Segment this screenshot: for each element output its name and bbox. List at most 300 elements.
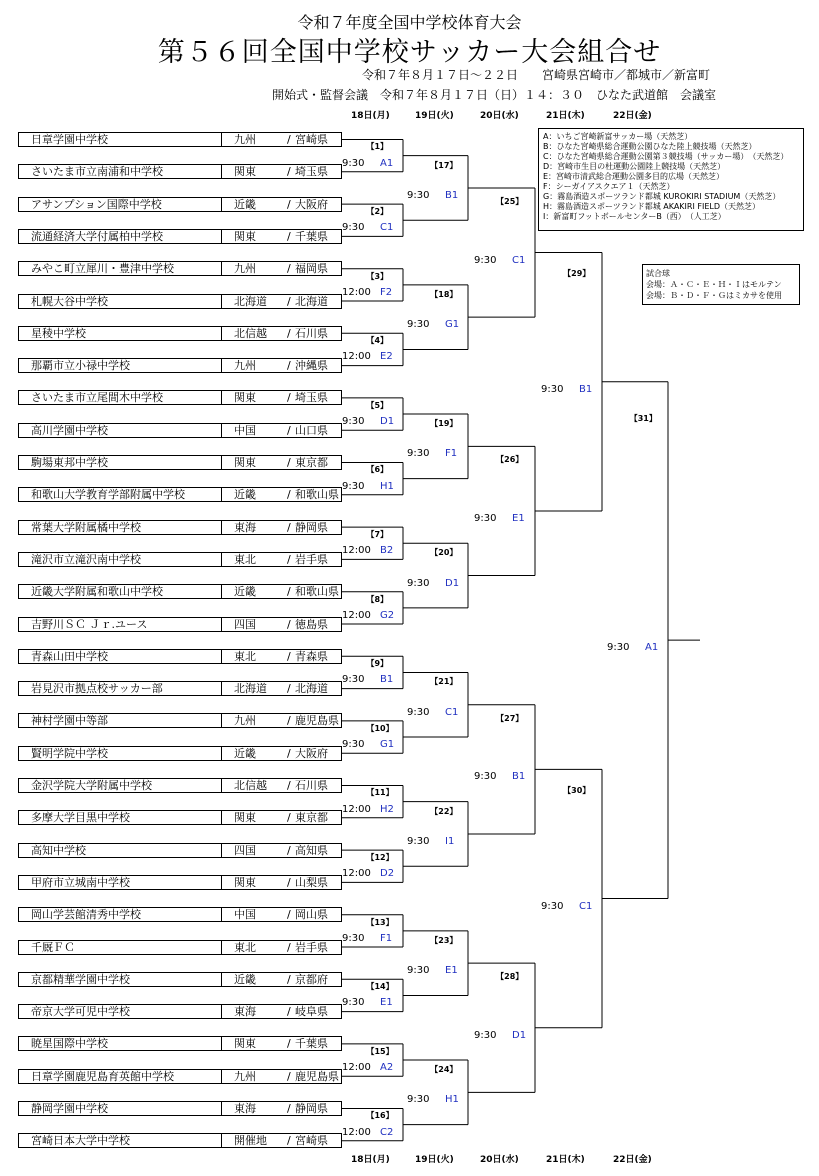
match-time: 12:00 — [342, 1062, 371, 1074]
team-region-cell — [221, 359, 284, 372]
match-number: 【27】 — [496, 713, 524, 723]
separator: / — [287, 1037, 291, 1051]
team-prefecture: 岡山県 — [295, 908, 328, 922]
match-venue: A2 — [380, 1062, 394, 1074]
venue-item: D：宮崎市生目の杜運動公園陸上競技場（天然芝） — [543, 162, 726, 171]
team-row — [18, 552, 342, 567]
venue-item: F：シーガイアスクエア１（天然芝） — [543, 182, 675, 191]
team-row — [18, 423, 342, 438]
venue-item: B：ひなた宮崎県総合運動公園ひなた陸上競技場（天然芝） — [543, 142, 757, 151]
team-region: 中国 — [234, 908, 256, 922]
separator: / — [287, 1134, 291, 1148]
match-number: 【7】 — [366, 530, 389, 540]
ball-note-line: 会場：Ｂ・Ｄ・Ｆ・Ｇはミカサを使用 — [646, 291, 782, 300]
match-number: 【30】 — [563, 785, 591, 795]
team-row — [18, 229, 342, 244]
separator: / — [287, 165, 291, 179]
day-label: 21日(木) — [546, 111, 585, 121]
team-prefecture: 鹿児島県 — [295, 1069, 339, 1083]
match-number: 【12】 — [366, 853, 394, 863]
team-region-cell — [221, 844, 284, 857]
team-prefecture: 高知県 — [295, 843, 328, 857]
event-subtitle: 令和７年度全国中学校体育大会 — [297, 13, 522, 32]
match-number: 【19】 — [430, 418, 458, 428]
match-time: 9:30 — [407, 706, 430, 718]
team-name: 静岡学園中学校 — [31, 1102, 108, 1115]
team-prefecture: 鹿児島県 — [295, 714, 339, 728]
separator: / — [287, 359, 291, 373]
team-row — [18, 132, 342, 147]
team-row — [18, 713, 342, 728]
team-name: 青森山田中学校 — [31, 649, 108, 663]
dates-location: 令和７年８月１７日～２２日 宮崎県宮崎市／都城市／新富町 — [362, 68, 711, 82]
separator: / — [287, 1102, 291, 1115]
match-venue: C1 — [512, 254, 526, 266]
team-name: さいたま市立南浦和中学校 — [31, 165, 163, 179]
venue-item: H：霧島酒造スポーツランド都城 AKAKIRI FIELD（天然芝） — [543, 202, 760, 211]
team-row — [18, 487, 342, 502]
match-venue: B2 — [380, 545, 394, 557]
match-number: 【21】 — [430, 677, 458, 687]
team-row — [18, 1069, 342, 1084]
team-name: 高川学園中学校 — [31, 423, 108, 437]
team-name: 賢明学院中学校 — [31, 746, 108, 760]
team-name: 神村学園中等部 — [31, 714, 108, 728]
match-number: 【16】 — [366, 1111, 394, 1121]
match-number: 【9】 — [366, 659, 389, 669]
separator: / — [287, 1005, 291, 1019]
team-row — [18, 326, 342, 341]
match-time: 9:30 — [342, 674, 365, 686]
separator: / — [287, 682, 291, 696]
match-number: 【4】 — [366, 336, 389, 346]
page-title: 第５６回全国中学校サッカー大会組合せ — [157, 37, 662, 68]
team-name: 金沢学院大学附属中学校 — [31, 779, 152, 792]
match-time: 9:30 — [474, 771, 497, 783]
team-row — [18, 617, 342, 632]
venue-item: G：霧島酒造スポーツランド都城 KUROKIRI STADIUM（天然芝） — [543, 192, 781, 201]
team-name: 流通経済大学付属柏中学校 — [31, 229, 163, 243]
match-number: 【24】 — [430, 1064, 458, 1074]
team-region: 関東 — [234, 1037, 256, 1051]
team-name: 札幌大谷中学校 — [31, 294, 108, 308]
match-time: 9:30 — [474, 1029, 497, 1041]
team-region: 九州 — [234, 1069, 256, 1083]
match-number: 【22】 — [430, 806, 458, 816]
day-label: 19日(火) — [415, 111, 454, 121]
team-prefecture: 静岡県 — [295, 1102, 328, 1115]
team-region: 関東 — [234, 456, 256, 469]
team-region: 中国 — [234, 423, 256, 437]
match-time: 12:00 — [342, 1126, 371, 1138]
separator: / — [287, 456, 291, 469]
team-prefecture: 埼玉県 — [295, 165, 328, 179]
match-venue: H2 — [380, 803, 394, 815]
team-row — [18, 875, 342, 890]
team-region-cell — [221, 391, 284, 404]
team-row — [18, 746, 342, 761]
venue-item: A：いちご宮崎新富サッカー場（天然芝） — [543, 132, 693, 141]
match-time: 9:30 — [342, 416, 365, 428]
team-region-cell — [221, 973, 284, 986]
match-venue: D1 — [512, 1029, 527, 1041]
team-region-cell — [221, 327, 284, 340]
team-region: 北海道 — [234, 682, 267, 696]
team-region: 関東 — [234, 875, 256, 889]
match-time: 9:30 — [474, 512, 497, 524]
match-time: 9:30 — [407, 448, 430, 460]
match-time: 9:30 — [474, 254, 497, 266]
team-region: 北信越 — [234, 779, 267, 792]
match-venue: H1 — [445, 1094, 459, 1106]
team-row — [18, 907, 342, 922]
match-venue: I1 — [445, 835, 455, 847]
match-time: 9:30 — [407, 189, 430, 201]
team-row — [18, 390, 342, 405]
team-name: 千厩ＦＣ — [31, 940, 75, 954]
team-region: 近畿 — [234, 972, 256, 986]
team-row — [18, 843, 342, 858]
team-name: アサンプション国際中学校 — [31, 197, 162, 211]
team-region-cell — [221, 714, 284, 727]
team-region: 九州 — [234, 262, 256, 276]
match-number: 【2】 — [366, 207, 389, 217]
match-time: 12:00 — [342, 803, 371, 815]
team-region-cell — [221, 230, 284, 243]
match-venue: B1 — [579, 383, 593, 395]
team-name: 駒場東邦中学校 — [31, 456, 108, 469]
separator: / — [287, 617, 291, 631]
separator: / — [287, 294, 291, 308]
match-venue: E1 — [512, 512, 525, 524]
match-time: 9:30 — [342, 480, 365, 492]
team-region: 近畿 — [234, 197, 256, 211]
team-region-cell — [221, 908, 284, 921]
team-region-cell — [221, 811, 284, 824]
team-row — [18, 261, 342, 276]
team-row — [18, 681, 342, 696]
team-prefecture: 京都府 — [295, 972, 328, 986]
team-region-cell — [221, 1070, 284, 1083]
team-prefecture: 東京都 — [295, 811, 328, 825]
team-region-cell — [221, 779, 284, 792]
match-number: 【15】 — [366, 1046, 394, 1056]
team-region-cell — [221, 747, 284, 760]
separator: / — [287, 843, 291, 857]
team-region-cell — [221, 618, 284, 631]
team-prefecture: 福岡県 — [295, 262, 328, 276]
ball-note-line: 試合球 — [646, 269, 670, 278]
match-venue: E1 — [445, 965, 458, 977]
team-name: 岡山学芸館清秀中学校 — [31, 908, 141, 922]
team-row — [18, 294, 342, 309]
match-venue: F2 — [380, 286, 393, 298]
team-row — [18, 197, 342, 212]
match-number: 【26】 — [496, 455, 524, 465]
opening-info: 開始式・監督会議 令和７年８月１７日（日）１４：３０ ひなた武道館 会議室 — [272, 88, 717, 102]
team-region-cell — [221, 262, 284, 275]
team-region: 東北 — [234, 940, 256, 954]
match-venue: D1 — [445, 577, 460, 589]
match-number: 【18】 — [430, 289, 458, 299]
separator: / — [287, 552, 291, 566]
day-label: 19日(火) — [415, 1155, 454, 1165]
team-prefecture: 大阪府 — [295, 197, 328, 211]
match-time: 12:00 — [342, 351, 371, 363]
match-venue: C2 — [380, 1126, 394, 1138]
day-label: 18日(月) — [351, 111, 390, 121]
team-row — [18, 940, 342, 955]
team-name: 吉野川ＳＣ Ｊｒ.ユース — [31, 617, 148, 631]
match-number: 【14】 — [366, 982, 394, 992]
team-name: 岩見沢市拠点校サッカー部 — [31, 682, 163, 696]
team-name: 日章学園鹿児島育英館中学校 — [31, 1069, 174, 1083]
team-prefecture: 岐阜県 — [295, 1005, 328, 1019]
team-name: みやこ町立犀川・豊津中学校 — [31, 262, 174, 276]
team-region-cell — [221, 650, 284, 663]
match-time: 9:30 — [541, 383, 564, 395]
team-region: 九州 — [234, 133, 256, 146]
team-region: 近畿 — [234, 746, 256, 760]
team-region-cell — [221, 553, 284, 566]
day-label: 20日(水) — [480, 1155, 519, 1165]
team-prefecture: 宮崎県 — [295, 1134, 328, 1148]
team-region: 東海 — [234, 1102, 256, 1115]
team-name: 和歌山大学教育学部附属中学校 — [31, 488, 185, 502]
match-venue: E1 — [380, 997, 393, 1009]
team-row — [18, 358, 342, 373]
match-number: 【17】 — [430, 160, 458, 170]
separator: / — [287, 1069, 291, 1083]
team-name: 日章学園中学校 — [31, 133, 108, 146]
match-number: 【20】 — [430, 548, 458, 558]
team-region-cell — [221, 585, 284, 598]
match-number: 【6】 — [366, 465, 389, 475]
team-name: 星稜中学校 — [31, 326, 86, 340]
match-number: 【23】 — [430, 935, 458, 945]
team-prefecture: 沖縄県 — [295, 359, 328, 373]
match-venue: C1 — [445, 706, 459, 718]
separator: / — [287, 133, 291, 146]
team-name: 暁星国際中学校 — [31, 1037, 108, 1051]
match-venue: G2 — [380, 609, 395, 621]
separator: / — [287, 326, 291, 340]
match-venue: F1 — [445, 448, 458, 460]
team-region-cell — [221, 488, 284, 501]
match-time: 12:00 — [342, 609, 371, 621]
team-prefecture: 大阪府 — [295, 746, 328, 760]
team-name: 宮崎日本大学中学校 — [31, 1134, 130, 1148]
team-row — [18, 810, 342, 825]
match-venue: E2 — [380, 351, 393, 363]
separator: / — [287, 940, 291, 954]
team-row — [18, 1133, 342, 1148]
match-venue: G1 — [445, 319, 460, 331]
separator: / — [287, 423, 291, 437]
team-region-cell — [221, 876, 284, 889]
team-prefecture: 徳島県 — [295, 617, 328, 631]
team-region: 四国 — [234, 843, 256, 857]
team-row — [18, 584, 342, 599]
team-prefecture: 岩手県 — [295, 552, 328, 566]
team-prefecture: 青森県 — [295, 649, 328, 663]
match-number: 【13】 — [366, 917, 394, 927]
team-region: 九州 — [234, 359, 256, 373]
match-venue: F1 — [380, 932, 393, 944]
match-venue: D1 — [380, 416, 395, 428]
match-number: 【25】 — [496, 196, 524, 206]
separator: / — [287, 585, 291, 599]
team-row — [18, 778, 342, 793]
team-row — [18, 1036, 342, 1051]
team-row — [18, 649, 342, 664]
match-venue: D2 — [380, 868, 395, 880]
team-region: 東海 — [234, 520, 256, 534]
team-region: 北海道 — [234, 294, 267, 308]
match-time: 9:30 — [407, 577, 430, 589]
separator: / — [287, 520, 291, 534]
venue-item: E：宮崎市清武総合運動公園多目的広場（天然芝） — [543, 172, 725, 181]
team-prefecture: 東京都 — [295, 456, 328, 469]
team-prefecture: 和歌山県 — [295, 585, 339, 599]
match-time: 9:30 — [407, 965, 430, 977]
day-label: 18日(月) — [351, 1155, 390, 1165]
team-prefecture: 宮崎県 — [295, 133, 328, 146]
separator: / — [287, 649, 291, 663]
day-label: 20日(水) — [480, 111, 519, 121]
match-time: 9:30 — [342, 222, 365, 234]
match-number: 【3】 — [366, 271, 389, 281]
match-number: 【8】 — [366, 594, 389, 604]
team-prefecture: 和歌山県 — [295, 488, 339, 502]
team-name: 甲府市立城南中学校 — [31, 875, 130, 889]
match-number: 【31】 — [629, 413, 657, 423]
separator: / — [287, 391, 291, 405]
separator: / — [287, 972, 291, 986]
day-label: 21日(木) — [546, 1155, 585, 1165]
match-time: 9:30 — [342, 997, 365, 1009]
team-region-cell — [221, 1134, 284, 1147]
separator: / — [287, 908, 291, 922]
team-name: 那覇市立小禄中学校 — [31, 359, 130, 373]
team-region-cell — [221, 424, 284, 437]
team-name: 帝京大学可児中学校 — [31, 1005, 130, 1019]
match-time: 9:30 — [541, 900, 564, 912]
match-venue: B1 — [512, 771, 526, 783]
team-region-cell — [221, 521, 284, 534]
venue-item: C：ひなた宮崎県総合運動公園第３競技場（サッカー場） （天然芝） — [543, 152, 789, 161]
separator: / — [287, 229, 291, 243]
team-region-cell — [221, 941, 284, 954]
team-region: 開催地 — [234, 1134, 267, 1148]
team-name: さいたま市立尾間木中学校 — [31, 391, 163, 405]
team-region-cell — [221, 165, 284, 178]
team-prefecture: 千葉県 — [295, 229, 328, 243]
team-region: 北信越 — [234, 326, 267, 340]
match-venue: A1 — [380, 157, 394, 169]
team-prefecture: 山口県 — [295, 423, 328, 437]
team-region: 東北 — [234, 649, 256, 663]
separator: / — [287, 197, 291, 211]
match-time: 12:00 — [342, 868, 371, 880]
match-venue: C1 — [579, 900, 593, 912]
team-name: 常葉大学附属橘中学校 — [31, 520, 141, 534]
match-venue: G1 — [380, 739, 395, 751]
team-prefecture: 北海道 — [295, 682, 328, 696]
match-time: 9:30 — [342, 157, 365, 169]
venue-item: I：新富町フットボールセンターB（西） （人工芝） — [543, 212, 726, 221]
match-time: 12:00 — [342, 286, 371, 298]
match-venue: B1 — [380, 674, 394, 686]
team-prefecture: 静岡県 — [295, 520, 328, 534]
team-region: 関東 — [234, 165, 256, 179]
separator: / — [287, 746, 291, 760]
match-venue: H1 — [380, 480, 394, 492]
team-row — [18, 1101, 342, 1116]
match-time: 9:30 — [407, 1094, 430, 1106]
day-label: 22日(金) — [613, 111, 652, 121]
match-number: 【1】 — [366, 142, 389, 152]
match-number: 【29】 — [563, 269, 591, 279]
separator: / — [287, 262, 291, 276]
separator: / — [287, 779, 291, 792]
separator: / — [287, 714, 291, 728]
team-region-cell — [221, 1102, 284, 1115]
team-row — [18, 972, 342, 987]
team-row — [18, 1004, 342, 1019]
match-number: 【11】 — [366, 788, 394, 798]
team-region: 関東 — [234, 391, 256, 405]
match-time: 9:30 — [607, 642, 630, 654]
team-region-cell — [221, 133, 284, 146]
match-time: 9:30 — [407, 319, 430, 331]
team-region: 近畿 — [234, 488, 256, 502]
team-region: 東北 — [234, 552, 256, 566]
separator: / — [287, 875, 291, 889]
match-number: 【5】 — [366, 400, 389, 410]
match-time: 12:00 — [342, 545, 371, 557]
team-region-cell — [221, 1005, 284, 1018]
team-region-cell — [221, 682, 284, 695]
team-region: 東海 — [234, 1005, 256, 1019]
match-number: 【10】 — [366, 723, 394, 733]
team-row — [18, 520, 342, 535]
match-venue: B1 — [445, 189, 459, 201]
team-row — [18, 164, 342, 179]
team-name: 多摩大学目黒中学校 — [31, 811, 130, 825]
ball-note-line: 会場：Ａ・Ｃ・Ｅ・Ｈ・Ｉはモルテン — [646, 280, 782, 289]
separator: / — [287, 488, 291, 502]
team-prefecture: 埼玉県 — [295, 391, 328, 405]
team-region: 九州 — [234, 714, 256, 728]
separator: / — [287, 811, 291, 825]
team-name: 高知中学校 — [31, 843, 86, 857]
team-prefecture: 北海道 — [295, 294, 328, 308]
match-venue: C1 — [380, 222, 394, 234]
day-label: 22日(金) — [613, 1155, 652, 1165]
match-time: 9:30 — [342, 739, 365, 751]
team-name: 京都精華学園中学校 — [31, 972, 130, 986]
match-venue: A1 — [645, 642, 659, 654]
team-region: 関東 — [234, 811, 256, 825]
team-prefecture: 山梨県 — [295, 875, 328, 889]
team-prefecture: 岩手県 — [295, 940, 328, 954]
team-region: 近畿 — [234, 585, 256, 599]
team-name: 滝沢市立滝沢南中学校 — [31, 552, 141, 566]
team-region-cell — [221, 1037, 284, 1050]
match-time: 9:30 — [407, 835, 430, 847]
team-prefecture: 千葉県 — [295, 1037, 328, 1051]
